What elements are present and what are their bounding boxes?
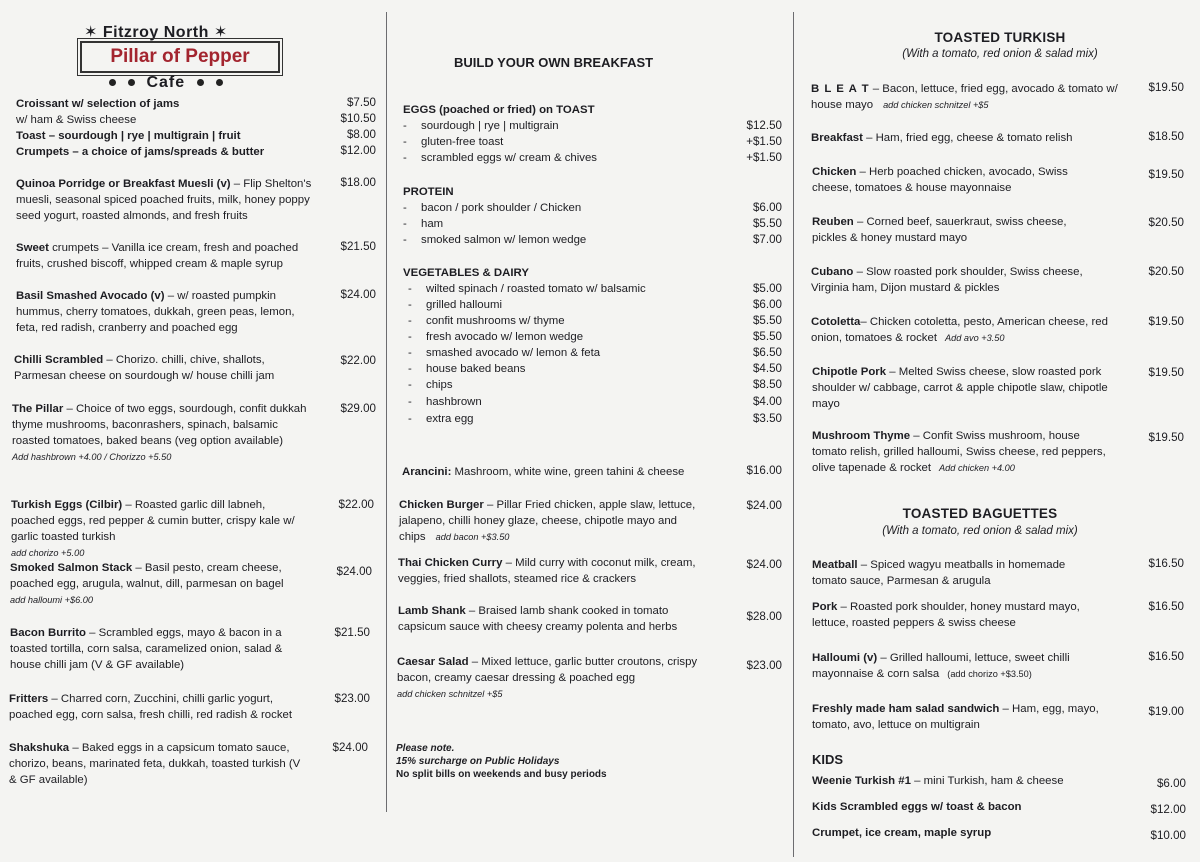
menu-item: [812, 599, 1112, 631]
item-desc: – Chicken cotoletta, pesto, American cheese, red onion, tomatoes & rocket: [811, 316, 1108, 344]
item-addon: add bacon +$3.50: [435, 532, 510, 542]
item-price: $24.00: [746, 558, 782, 571]
option-price: $5.50: [752, 314, 782, 327]
item-price: $22.00: [338, 498, 374, 511]
option-text: bacon / pork shoulder / Chicken: [421, 202, 582, 214]
menu-item: [16, 96, 326, 112]
option-row: - hashbrown: [408, 396, 482, 408]
item-price: $10.00: [1150, 829, 1186, 842]
item-text: Toast – sourdough | rye | multigrain | fruit: [16, 130, 241, 142]
option-price: $8.50: [752, 378, 782, 391]
item-name: Cotoletta: [811, 316, 861, 328]
logo-bottom-line: [103, 74, 229, 92]
item-desc: – Mixed lettuce, garlic butter croutons, crispy bacon, creamy caesar dressing & poached egg: [397, 656, 698, 684]
menu-item: [9, 691, 309, 723]
item-desc: – mini Turkish, ham & cheese: [910, 775, 1064, 787]
menu-item: [397, 654, 702, 702]
item-desc: – Ham, egg, mayo, tomato, avo, lettuce on multigrain: [812, 703, 1099, 731]
item-price: $24.00: [336, 565, 372, 578]
dot-icon: [109, 79, 116, 86]
item-name: Sweet: [16, 242, 49, 254]
section-title: TOASTED BAGUETTES: [902, 506, 1058, 521]
option-row: - house baked beans: [408, 363, 526, 375]
item-desc: – Spiced wagyu meatballs in homemade tomato sauce, Parmesan & arugula: [812, 559, 1066, 587]
item-price: $16.00: [746, 464, 782, 477]
menu-item: [812, 773, 1112, 789]
section-title: BUILD YOUR OWN BREAKFAST: [454, 55, 654, 70]
star-icon: ✶: [213, 24, 228, 41]
item-name: Smoked Salmon Stack: [10, 562, 133, 574]
item-name: Caesar Salad: [397, 656, 469, 668]
item-name: Bacon Burrito: [10, 627, 86, 639]
item-price: $28.00: [746, 610, 782, 623]
dot-icon: [128, 79, 135, 86]
item-desc: – Bacon, lettuce, fried egg, avocado & tomato w/ house mayo: [811, 83, 1118, 111]
item-addon: add chicken schnitzel +$5: [883, 100, 989, 110]
item-name: Lamb Shank: [398, 605, 466, 617]
item-price: $10.50: [340, 112, 376, 125]
item-desc: – Confit Swiss mushroom, house tomato relish, grilled halloumi, Swiss cheese, red peppers, olive tapenade & rocket: [812, 430, 1106, 474]
option-row: - chips: [408, 379, 453, 391]
item-price: $24.00: [746, 499, 782, 512]
notice: [396, 742, 716, 781]
item-text: Croissant w/ selection of jams: [16, 98, 180, 110]
item-desc: – Choice of two eggs, sourdough, confit dukkah thyme mushrooms, baconrashers, spinach, balsamic roasted tomatoes, baked beans (veg option available): [12, 403, 307, 447]
item-price: $21.50: [340, 240, 376, 253]
option-text: scrambled eggs w/ cream & chives: [421, 152, 597, 164]
menu-item: [811, 264, 1121, 296]
item-price: $19.50: [1148, 366, 1184, 379]
option-price: +$1.50: [746, 151, 782, 164]
item-desc: – Ham, fried egg, cheese & tomato relish: [862, 132, 1073, 144]
menu-item: [16, 128, 326, 144]
option-price: $4.00: [752, 395, 782, 408]
option-row: - smoked salmon w/ lemon wedge: [403, 234, 587, 246]
item-desc: – Scrambled eggs, mayo & bacon in a toasted tortilla, corn salsa, caramelized onion, salad & house chilli jam (V & GF available): [10, 627, 283, 671]
option-text: gluten-free toast: [421, 136, 504, 148]
item-desc: – Chorizo. chilli, chive, shallots, Parmesan cheese on sourdough w/ house chilli jam: [14, 354, 275, 382]
menu-item: [12, 401, 312, 465]
option-row: - bacon / pork shoulder / Chicken: [403, 202, 582, 214]
notice-line: Please note.: [396, 743, 455, 754]
item-name: Shakshuka: [9, 742, 70, 754]
option-text: chips: [426, 379, 453, 391]
menu-item: [9, 740, 309, 788]
logo-cafe: Cafe: [146, 74, 186, 91]
item-name: Quinoa Porridge or Breakfast Muesli (v): [16, 178, 231, 190]
star-icon: ✶: [84, 24, 98, 41]
section-subtitle: (With a tomato, red onion & salad mix): [882, 525, 1078, 537]
item-text: Crumpets – a choice of jams/spreads & butter: [16, 146, 265, 158]
option-text: extra egg: [426, 413, 474, 425]
column-divider: [793, 12, 794, 857]
option-price: $12.50: [746, 119, 782, 132]
item-name: Chicken: [812, 166, 857, 178]
notice-line: No split bills on weekends and busy periods: [396, 769, 607, 780]
option-text: smashed avocado w/ lemon & feta: [426, 347, 601, 359]
item-price: $19.50: [1148, 315, 1184, 328]
menu-item: [399, 497, 699, 545]
item-desc: – Charred corn, Zucchini, chilli garlic yogurt, poached egg, corn salsa, fresh chilli, red radish & rocket: [9, 693, 293, 721]
item-name: Fritters: [9, 693, 49, 705]
item-price: $7.50: [346, 96, 376, 109]
option-row: - scrambled eggs w/ cream & chives: [403, 152, 597, 164]
option-text: ham: [421, 218, 444, 230]
item-desc: – Mild curry with coconut milk, cream, veggies, fried shallots, steamed rice & crackers: [398, 557, 696, 585]
item-price: $16.50: [1148, 600, 1184, 613]
item-name: B L E A T: [811, 83, 870, 95]
menu-item: [812, 214, 1102, 246]
item-name: Meatball: [812, 559, 858, 571]
item-price: $20.50: [1148, 216, 1184, 229]
option-row: - ham: [403, 218, 444, 230]
option-price: $5.00: [752, 282, 782, 295]
item-name: Arancini:: [402, 466, 452, 478]
item-addon: add chicken schnitzel +$5: [397, 689, 503, 699]
item-desc: Mashroom, white wine, green tahini & cheese: [451, 466, 685, 478]
option-price: $7.00: [752, 233, 782, 246]
item-name: Halloumi (v): [812, 652, 878, 664]
menu-item: [812, 799, 1112, 815]
item-desc: crumpets – Vanilla ice cream, fresh and poached fruits, crushed biscoff, whipped cream & maple syrup: [16, 242, 299, 270]
option-price: +$1.50: [746, 135, 782, 148]
item-addon: Add hashbrown +4.00 / Chorizzo +5.50: [12, 452, 172, 462]
option-price: $5.50: [752, 330, 782, 343]
menu-item: [812, 364, 1112, 412]
item-price: $19.50: [1148, 431, 1184, 444]
item-desc: – Basil pesto, cream cheese, poached egg, arugula, walnut, dill, parmesan on bagel: [10, 562, 284, 590]
item-desc: – Slow roasted pork shoulder, Swiss cheese, Virginia ham, Dijon mustard & pickles: [811, 266, 1083, 294]
option-price: $4.50: [752, 362, 782, 375]
item-price: $19.00: [1148, 705, 1184, 718]
item-desc: – Corned beef, sauerkraut, swiss cheese, pickles & honey mustard mayo: [812, 216, 1067, 244]
item-price: $21.50: [334, 626, 370, 639]
menu-item: [812, 557, 1102, 589]
menu-item: [398, 555, 703, 587]
option-row: - wilted spinach / roasted tomato w/ balsamic: [408, 283, 646, 295]
item-addon: Add chicken +4.00: [939, 463, 1015, 473]
item-name: The Pillar: [12, 403, 64, 415]
menu-item: [811, 130, 1131, 146]
item-name: Kids Scrambled eggs w/ toast & bacon: [812, 801, 1022, 813]
menu-item: [812, 825, 1112, 841]
item-price: $12.00: [340, 144, 376, 157]
option-price: $6.00: [752, 298, 782, 311]
item-price: $24.00: [340, 288, 376, 301]
section-title: KIDS: [812, 752, 844, 767]
option-text: fresh avocado w/ lemon wedge: [426, 331, 584, 343]
item-name: Freshly made ham salad sandwich: [812, 703, 1000, 715]
menu-item: [811, 314, 1131, 346]
item-addon: (add chorizo +$3.50): [947, 669, 1032, 679]
item-price: $19.50: [1148, 168, 1184, 181]
option-text: confit mushrooms w/ thyme: [426, 315, 565, 327]
item-desc: – Melted Swiss cheese, slow roasted pork shoulder w/ cabbage, carrot & apple chipotle slaw, chipotle mayo: [812, 366, 1108, 410]
item-addon: add halloumi +$6.00: [10, 595, 94, 605]
item-desc: – Baked eggs in a capsicum tomato sauce, chorizo, beans, marinated feta, dukkah, toasted turkish (V & GF available): [9, 742, 301, 786]
logo-top-line: [84, 22, 228, 42]
item-name: Weenie Turkish #1: [812, 775, 911, 787]
item-price: $16.50: [1148, 650, 1184, 663]
item-name: Thai Chicken Curry: [398, 557, 503, 569]
section-heading: PROTEIN: [403, 186, 454, 198]
option-price: $5.50: [752, 217, 782, 230]
item-desc: – w/ roasted pumpkin hummus, cherry tomatoes, dukkah, green peas, lemon, feta, red radish, cranberry and poached egg: [16, 290, 295, 334]
item-name: Chilli Scrambled: [14, 354, 104, 366]
column-divider: [386, 12, 387, 812]
option-text: smoked salmon w/ lemon wedge: [421, 234, 587, 246]
item-name: Basil Smashed Avocado (v): [16, 290, 165, 302]
item-name: Breakfast: [811, 132, 863, 144]
menu-item: [812, 701, 1122, 733]
item-price: $18.00: [340, 176, 376, 189]
item-desc: – Flip Shelton's muesli, seasonal spiced poached fruits, milk, honey poppy seed yogurt, roasted almonds, and fresh fruits: [16, 178, 312, 222]
item-name: Turkish Eggs (Cilbir): [11, 499, 123, 511]
item-desc: – Grilled halloumi, lettuce, sweet chilli mayonnaise & corn salsa: [812, 652, 1070, 680]
item-price: $29.00: [340, 402, 376, 415]
item-addon: Add avo +3.50: [945, 333, 1005, 343]
dot-icon: [197, 79, 204, 86]
item-price: $12.00: [1150, 803, 1186, 816]
section-heading: VEGETABLES & DAIRY: [403, 267, 529, 279]
menu-item: [14, 352, 314, 384]
menu-item: [11, 497, 311, 561]
item-text: w/ ham & Swiss cheese: [16, 114, 137, 126]
item-name: Chicken Burger: [399, 499, 484, 511]
notice-line: 15% surcharge on Public Holidays: [396, 756, 560, 767]
item-desc: – Herb poached chicken, avocado, Swiss cheese, tomatoes & house mayonnaise: [812, 166, 1068, 194]
item-name: Mushroom Thyme: [812, 430, 911, 442]
menu-item: [16, 144, 326, 160]
item-name: Chipotle Pork: [812, 366, 887, 378]
item-price: $18.50: [1148, 130, 1184, 143]
menu-item: [10, 560, 310, 608]
item-desc: – Pillar Fried chicken, apple slaw, lettuce, jalapeno, chilli honey glaze, cheese, chipotle mayo and chips: [399, 499, 696, 543]
item-price: $19.50: [1148, 81, 1184, 94]
item-addon: add chorizo +5.00: [11, 548, 85, 558]
item-name: Crumpet, ice cream, maple syrup: [812, 827, 992, 839]
option-row: - smashed avocado w/ lemon & feta: [408, 347, 601, 359]
menu-item: [811, 81, 1131, 113]
option-row: - confit mushrooms w/ thyme: [408, 315, 565, 327]
item-price: $23.00: [334, 692, 370, 705]
option-row: - gluten-free toast: [403, 136, 504, 148]
option-text: wilted spinach / roasted tomato w/ balsamic: [426, 283, 646, 295]
menu-item: [16, 112, 326, 128]
option-price: $6.50: [752, 346, 782, 359]
option-text: hashbrown: [426, 396, 482, 408]
menu-item: [16, 240, 316, 272]
menu-item: [812, 164, 1102, 196]
menu-item: [812, 428, 1112, 476]
dot-icon: [216, 79, 223, 86]
option-text: sourdough | rye | multigrain: [421, 120, 559, 132]
section-heading: EGGS (poached or fried) on TOAST: [403, 104, 595, 116]
section-subtitle: (With a tomato, red onion & salad mix): [902, 48, 1098, 60]
logo-location: Fitzroy North: [102, 24, 209, 41]
item-price: $8.00: [346, 128, 376, 141]
option-row: - sourdough | rye | multigrain: [403, 120, 559, 132]
option-text: grilled halloumi: [426, 299, 502, 311]
item-name: Pork: [812, 601, 838, 613]
option-row: - fresh avocado w/ lemon wedge: [408, 331, 584, 343]
item-desc: – Braised lamb shank cooked in tomato capsicum sauce with cheesy creamy polenta and herbs: [398, 605, 678, 633]
menu-item: [402, 464, 732, 480]
logo-name: Pillar of Pepper: [80, 41, 280, 73]
menu-item: [398, 603, 703, 635]
option-text: house baked beans: [426, 363, 526, 375]
item-price: $6.00: [1156, 777, 1186, 790]
section-title: TOASTED TURKISH: [934, 30, 1066, 45]
option-price: $3.50: [752, 412, 782, 425]
menu-item: [10, 625, 305, 673]
option-price: $6.00: [752, 201, 782, 214]
item-name: Reuben: [812, 216, 854, 228]
menu-item: [16, 288, 316, 336]
option-row: - extra egg: [408, 413, 474, 425]
item-price: $20.50: [1148, 265, 1184, 278]
item-price: $22.00: [340, 354, 376, 367]
menu-item: [812, 650, 1112, 682]
item-desc: – Roasted garlic dill labneh, poached eggs, red pepper & cumin butter, crispy kale w/ garlic toasted turkish: [11, 499, 295, 543]
item-price: $24.00: [332, 741, 368, 754]
item-price: $23.00: [746, 659, 782, 672]
item-price: $16.50: [1148, 557, 1184, 570]
item-desc: – Roasted pork shoulder, honey mustard mayo, lettuce, roasted peppers & swiss cheese: [812, 601, 1080, 629]
menu-item: [16, 176, 316, 224]
item-name: Cubano: [811, 266, 854, 278]
option-row: - grilled halloumi: [408, 299, 502, 311]
